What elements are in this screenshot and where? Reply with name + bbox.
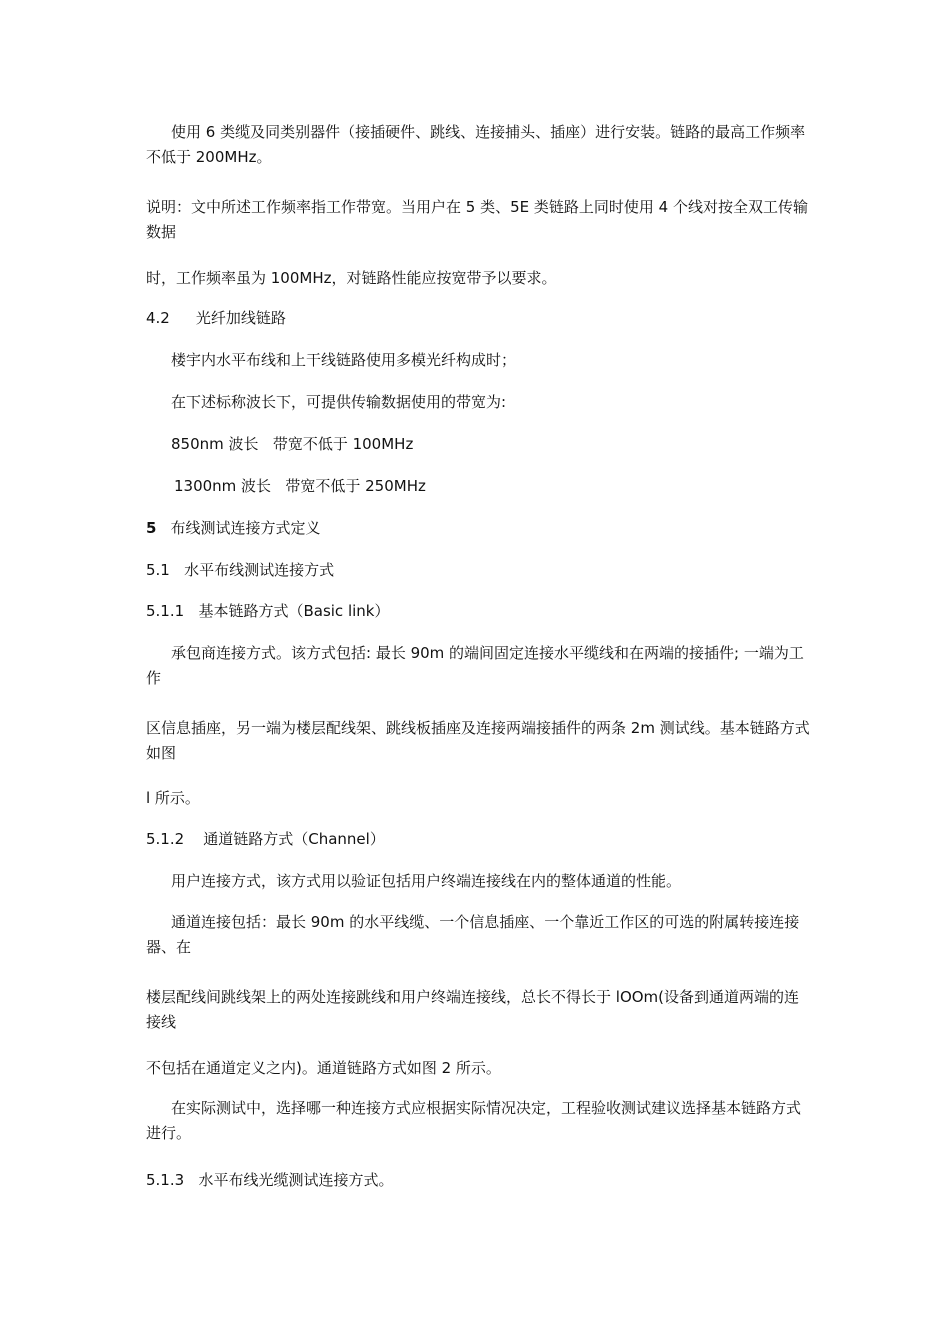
paragraph-figure1-ref: l 所示。 [146,789,200,807]
paragraph-actual-testing: 在实际测试中，选择哪一种连接方式应根据实际情况决定，工程验收测试建议选择基本链路方式进行。 [146,1099,802,1142]
heading-4-2-number: 4.2 [146,309,170,327]
paragraph-bandwidth-requirement: 时，工作频率虽为 100MHz，对链路性能应按宽带予以要求。 [146,269,557,287]
paragraph-channel-includes-cont: 楼层配线间跳线架上的两处连接跳线和用户终端连接线，总长不得长于 lOOm(设备到通道两端的连接线 [146,988,800,1031]
paragraph-note-frequency: 说明：文中所述工作频率指工作带宽。当用户在 5 类、5E 类链路上同时使用 4 个线对按全双工传输数据 [146,198,808,241]
paragraph-850nm: 850nm 波长 带宽不低于 100MHz [171,435,414,453]
paragraph-channel-includes: 通道连接包括：最长 90m 的水平线缆、一个信息插座、一个靠近工作区的可选的附属转接连接器、在 [146,913,800,956]
heading-5-1: 5.1 水平布线测试连接方式 [146,561,335,579]
heading-4-2-title: 光纤加线链路 [195,309,286,327]
paragraph-1300nm: 1300nm 波长 带宽不低于 250MHz [174,477,426,495]
paragraph-multimode-fiber: 楼宇内水平布线和上干线链路使用多模光纤构成时； [171,351,517,369]
heading-5-title: 布线测试连接方式定义 [170,519,321,537]
paragraph-wavelength-intro: 在下述标称波长下，可提供传输数据使用的带宽为: [171,393,507,411]
paragraph-user-connection: 用户连接方式，该方式用以验证包括用户终端连接线在内的整体通道的性能。 [171,872,682,890]
heading-5-1-3: 5.1.3 水平布线光缆测试连接方式。 [146,1171,394,1189]
heading-5 [146,516,810,541]
paragraph-cat6-install: 使用 6 类缆及同类别器件（接插硬件、跳线、连接捕头、插座）进行安装。链路的最高工作频率不低于 200MHz。 [146,123,806,166]
heading-5-number: 5 [146,519,157,537]
paragraph-basic-link-desc-cont: 区信息插座，另一端为楼层配线架、跳线板插座及连接两端接插件的两条 2m 测试线。基本链路方式如图 [146,719,810,762]
paragraph-figure2-ref: 不包括在通道定义之内)。通道链路方式如图 2 所示。 [146,1059,501,1077]
paragraph-basic-link-desc: 承包商连接方式。该方式包括: 最长 90m 的端间固定连接水平缆线和在两端的接插件; 一端为工作 [146,644,804,687]
heading-4-2 [146,306,810,331]
heading-5-1-1: 5.1.1 基本链路方式（Basic link） [146,602,390,620]
heading-5-1-2: 5.1.2 通道链路方式（Channel） [146,830,385,848]
